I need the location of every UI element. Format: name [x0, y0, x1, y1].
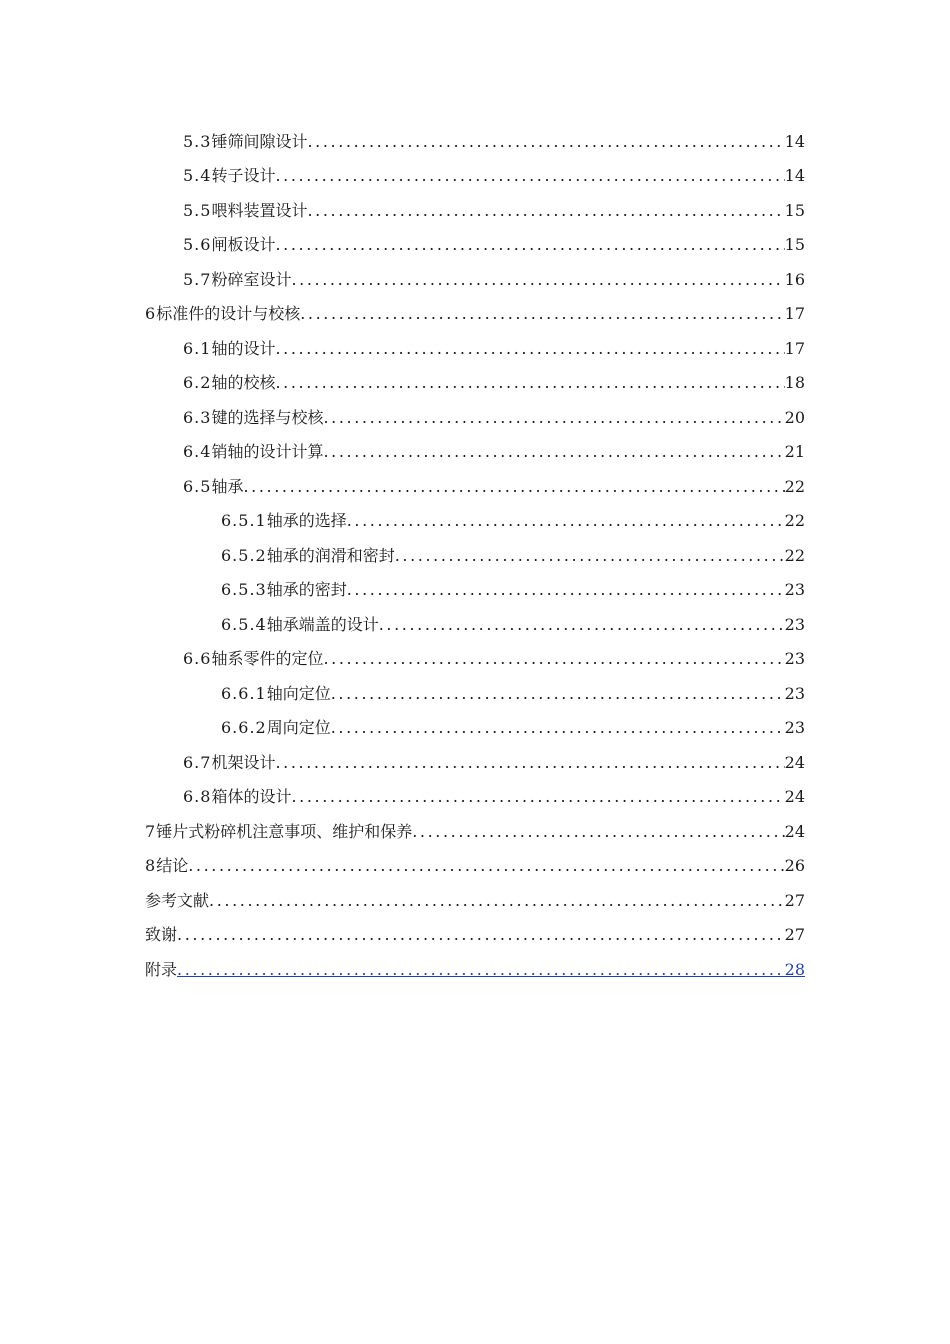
toc-entry-8[interactable] [145, 848, 805, 876]
toc-title: 参考文献 [145, 891, 210, 910]
toc-entry-acknowledgements[interactable] [145, 917, 805, 945]
toc-number: 6.5.1 [221, 511, 267, 530]
toc-page-number: 24 [784, 822, 805, 841]
toc-number: 6.4 [183, 442, 212, 461]
toc-entry-references[interactable] [145, 883, 805, 911]
toc-page-number: 18 [784, 373, 805, 392]
toc-title: 轴承的密封 [266, 580, 347, 599]
dot-leader [323, 408, 784, 428]
dot-leader [323, 442, 784, 462]
toc-page-number: 23 [784, 580, 805, 599]
toc-entry-5-4[interactable] [183, 158, 805, 186]
dot-leader [243, 477, 784, 497]
toc-title: 周向定位 [266, 718, 331, 737]
toc-number: 6.5.4 [221, 615, 267, 634]
toc-page-number: 22 [784, 477, 805, 496]
toc-title: 轴承的选择 [266, 511, 347, 530]
toc-entry-5-6[interactable] [183, 227, 805, 255]
dot-leader [275, 753, 784, 773]
toc-number: 8 [145, 856, 157, 875]
toc-title: 箱体的设计 [211, 787, 292, 806]
toc-page-number: 26 [784, 856, 805, 875]
toc-number: 5.4 [183, 166, 212, 185]
toc-title: 喂料装置设计 [211, 201, 308, 220]
toc-number: 6.8 [183, 787, 212, 806]
toc-title: 机架设计 [211, 753, 276, 772]
dot-leader [347, 511, 785, 531]
toc-page-number: 23 [784, 649, 805, 668]
toc-page-number: 23 [784, 684, 805, 703]
toc-number: 6.2 [183, 373, 212, 392]
toc-page-number: 21 [784, 442, 805, 461]
toc-page-number: 23 [784, 718, 805, 737]
toc-title: 销轴的设计计算 [211, 442, 324, 461]
dot-leader [291, 270, 784, 290]
toc-title: 转子设计 [211, 166, 276, 185]
toc-page-number: 14 [784, 166, 805, 185]
toc-page-number: 14 [784, 132, 805, 151]
dot-leader [275, 235, 784, 255]
toc-entry-6-6-2[interactable] [221, 710, 805, 738]
toc-entry-5-3[interactable] [183, 124, 805, 152]
toc-page-number: 23 [784, 615, 805, 634]
toc-page-number: 16 [784, 270, 805, 289]
toc-page-number: 27 [784, 925, 805, 944]
toc-number: 5.5 [183, 201, 212, 220]
toc-title: 标准件的设计与校核 [156, 304, 301, 323]
toc-number: 6.5.2 [221, 546, 267, 565]
toc-entry-6-7[interactable] [183, 745, 805, 773]
toc-entry-6-3[interactable] [183, 400, 805, 428]
toc-page-number: 24 [784, 753, 805, 772]
dot-leader [331, 718, 785, 738]
toc-title: 粉碎室设计 [211, 270, 292, 289]
dot-leader [331, 684, 785, 704]
toc-title: 轴的校核 [211, 373, 276, 392]
toc-title: 轴承 [211, 477, 244, 496]
toc-entry-6-8[interactable] [183, 779, 805, 807]
toc-page-number: 17 [784, 339, 805, 358]
dot-leader [275, 339, 784, 359]
toc-title: 轴承的润滑和密封 [266, 546, 395, 565]
toc-entry-6[interactable] [145, 296, 805, 324]
dot-leader [188, 856, 784, 876]
toc-entry-6-5-2[interactable] [221, 538, 805, 566]
toc-title: 结论 [156, 856, 189, 875]
toc-entry-6-2[interactable] [183, 365, 805, 393]
toc-number: 5.6 [183, 235, 212, 254]
toc-page-number: 22 [784, 546, 805, 565]
toc-entry-6-1[interactable] [183, 331, 805, 359]
toc-title: 锤片式粉碎机注意事项、维护和保养 [156, 822, 413, 841]
toc-title: 键的选择与校核 [211, 408, 324, 427]
toc-title: 轴向定位 [266, 684, 331, 703]
toc-entry-appendix[interactable] [145, 952, 805, 980]
toc-title: 轴承端盖的设计 [266, 615, 379, 634]
toc-entry-6-5-1[interactable] [221, 503, 805, 531]
toc-entry-6-4[interactable] [183, 434, 805, 462]
dot-leader [323, 649, 784, 669]
toc-title: 轴系零件的定位 [211, 649, 324, 668]
dot-leader-link[interactable] [177, 960, 785, 980]
dot-leader [275, 373, 784, 393]
toc-number: 6.6.2 [221, 718, 267, 737]
toc-page-number: 27 [784, 891, 805, 910]
toc-page-number: 15 [784, 235, 805, 254]
dot-leader [209, 891, 785, 911]
toc-entry-6-6-1[interactable] [221, 676, 805, 704]
toc-page-number: 20 [784, 408, 805, 427]
toc-number: 6.6 [183, 649, 212, 668]
toc-page-number: 17 [784, 304, 805, 323]
dot-leader [300, 304, 784, 324]
toc-page-number: 24 [784, 787, 805, 806]
toc-number: 6.1 [183, 339, 212, 358]
toc-number: 5.7 [183, 270, 212, 289]
toc-title: 附录 [145, 960, 178, 979]
toc-entry-6-5-4[interactable] [221, 607, 805, 635]
toc-page-number-link[interactable]: 28 [784, 960, 805, 979]
toc-entry-6-6[interactable] [183, 641, 805, 669]
toc-number: 7 [145, 822, 157, 841]
dot-leader [307, 132, 784, 152]
toc-entry-7[interactable] [145, 814, 805, 842]
dot-leader [291, 787, 784, 807]
toc-entry-5-7[interactable] [183, 262, 805, 290]
dot-leader [307, 201, 784, 221]
toc-entry-6-5[interactable] [183, 469, 805, 497]
toc-title: 致谢 [145, 925, 178, 944]
toc-title: 闸板设计 [211, 235, 276, 254]
toc-page-number: 15 [784, 201, 805, 220]
toc-number: 5.3 [183, 132, 212, 151]
dot-leader [395, 546, 785, 566]
toc-entry-6-5-3[interactable] [221, 572, 805, 600]
toc-number: 6.3 [183, 408, 212, 427]
dot-leader [379, 615, 785, 635]
dot-leader [412, 822, 784, 842]
toc-entry-5-5[interactable] [183, 193, 805, 221]
toc-title: 轴的设计 [211, 339, 276, 358]
dot-leader [347, 580, 785, 600]
dot-leader [275, 166, 784, 186]
toc-number: 6 [145, 304, 157, 323]
toc-number: 6.5.3 [221, 580, 267, 599]
toc-number: 6.6.1 [221, 684, 267, 703]
dot-leader [177, 925, 785, 945]
toc-number: 6.7 [183, 753, 212, 772]
toc-page-number: 22 [784, 511, 805, 530]
toc-title: 锤筛间隙设计 [211, 132, 308, 151]
toc-number: 6.5 [183, 477, 212, 496]
